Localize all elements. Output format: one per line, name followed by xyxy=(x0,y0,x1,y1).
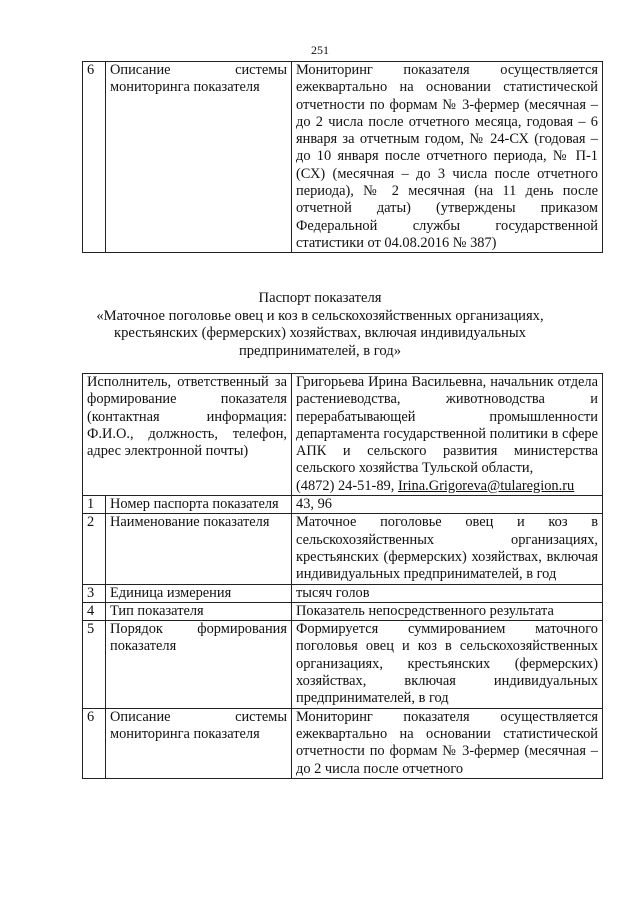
row-value: Мониторинг показателя осуществляется ежеквартально на основании статистической отчетности по формам № 3-фермер (месячная – до 2 числа после отчетного месяца, годовая – 6 января за отчетным годом, № 24-СХ (годовая – до 10 января после отчетного периода, № П-1 (СХ) (месячная – до 3 числа после отчетного периода), № 2 месячная (на 11 день после отчетной даты) (утверждены приказом Федеральной службы государственной статистики от 04.08.2016 № 387) xyxy=(292,62,603,253)
table-row xyxy=(83,708,603,778)
table-row xyxy=(83,496,603,514)
row-label: Наименование показателя xyxy=(106,514,292,584)
table-row xyxy=(83,602,603,620)
row-value: тысяч голов xyxy=(292,584,603,602)
executor-label: Исполнитель, ответственный за формирование показателя (контактная информация: Ф.И.О., должность, телефон, адрес электронной почты) xyxy=(83,374,292,496)
passport-subtitle: «Маточное поголовье овец и коз в сельскохозяйственных организациях, крестьянских (фермерских) хозяйствах, включая индивидуальных предпринимателей, в год» xyxy=(96,307,544,359)
row-number: 5 xyxy=(83,621,106,708)
executor-phone: (4872) 24-51-89, xyxy=(296,477,395,494)
row-label: Единица измерения xyxy=(106,584,292,602)
row-value: Мониторинг показателя осуществляется ежеквартально на основании статистической отчетности по формам № 3-фермер (месячная – до 2 числа после отчетного xyxy=(292,708,603,778)
passport-table xyxy=(82,373,603,779)
passport-title: Паспорт показателя xyxy=(258,290,382,306)
row-value: Маточное поголовье овец и коз в сельскохозяйственных организациях, крестьянских (фермерских) хозяйствах, включая индивидуальных предпринимателей, в год xyxy=(292,514,603,584)
row-label: Описание системы мониторинга показателя xyxy=(106,62,292,253)
table-row xyxy=(83,62,603,253)
row-number: 3 xyxy=(83,584,106,602)
row-number: 2 xyxy=(83,514,106,584)
row-label: Порядок формирования показателя xyxy=(106,621,292,708)
row-value: Формируется суммированием маточного поголовья овец и коз в сельскохозяйственных организациях, крестьянских (фермерских) хозяйствах, включая индивидуальных предпринимателей, в год xyxy=(292,621,603,708)
continuation-table xyxy=(82,61,603,253)
executor-email-link[interactable]: Irina.Grigoreva@tularegion.ru xyxy=(397,477,575,494)
executor-value xyxy=(292,374,603,496)
row-value: 43, 96 xyxy=(292,496,603,514)
table-row xyxy=(83,584,603,602)
table-row xyxy=(83,621,603,708)
row-label: Номер паспорта показателя xyxy=(106,496,292,514)
row-number: 6 xyxy=(83,62,106,253)
passport-heading xyxy=(90,290,550,360)
page-number: 251 xyxy=(311,43,329,57)
row-number: 1 xyxy=(83,496,106,514)
row-value: Показатель непосредственного результата xyxy=(292,602,603,620)
table-row-executor xyxy=(83,374,603,496)
table-row xyxy=(83,514,603,584)
row-number: 4 xyxy=(83,602,106,620)
row-label: Описание системы мониторинга показателя xyxy=(106,708,292,778)
executor-text: Григорьева Ирина Васильевна, начальник отдела растениеводства, животноводства и перерабатывающей промышленности департамента государственной политики в сфере АПК и сельского развития министерства сельского хозяйства Тульской области, xyxy=(296,374,598,477)
row-number: 6 xyxy=(83,708,106,778)
row-label: Тип показателя xyxy=(106,602,292,620)
